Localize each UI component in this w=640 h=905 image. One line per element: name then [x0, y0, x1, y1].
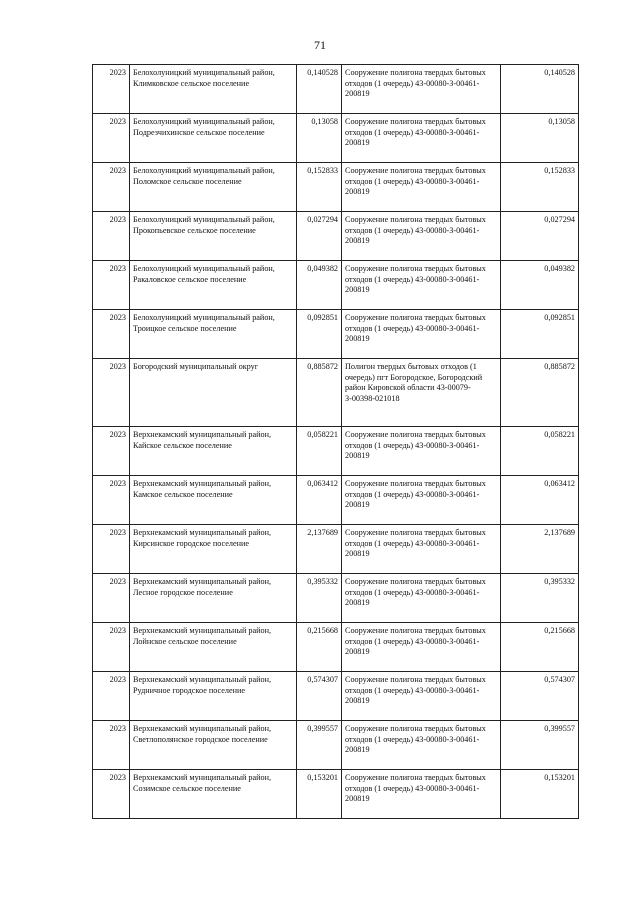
object-cell: Сооружение полигона твердых бытовых отходов (1 очередь) 43-00080-З-00461-200819	[342, 65, 501, 114]
municipality-cell: Верхнекамский муниципальный район, Кайское сельское поселение	[130, 427, 297, 476]
year-cell: 2023	[93, 65, 130, 114]
value2-cell: 0,885872	[501, 359, 579, 427]
value2-cell: 0,027294	[501, 212, 579, 261]
value-cell: 0,152833	[297, 163, 342, 212]
year-cell: 2023	[93, 163, 130, 212]
value2-cell: 0,153201	[501, 770, 579, 819]
value-cell: 0,027294	[297, 212, 342, 261]
value2-cell: 0,399557	[501, 721, 579, 770]
value2-cell: 0,058221	[501, 427, 579, 476]
municipality-cell: Верхнекамский муниципальный район, Созимское сельское поселение	[130, 770, 297, 819]
value-cell: 0,574307	[297, 672, 342, 721]
value2-cell: 0,215668	[501, 623, 579, 672]
table-row	[93, 476, 579, 525]
table-row	[93, 721, 579, 770]
municipality-cell: Белохолуницкий муниципальный район, Ракаловское сельское поселение	[130, 261, 297, 310]
year-cell: 2023	[93, 261, 130, 310]
municipality-cell: Белохолуницкий муниципальный район, Подрезчихинское сельское поселение	[130, 114, 297, 163]
value2-cell: 0,049382	[501, 261, 579, 310]
table-row	[93, 310, 579, 359]
value-cell: 0,885872	[297, 359, 342, 427]
table-row	[93, 261, 579, 310]
object-cell: Сооружение полигона твердых бытовых отходов (1 очередь) 43-00080-З-00461-200819	[342, 163, 501, 212]
object-cell: Сооружение полигона твердых бытовых отходов (1 очередь) 43-00080-З-00461-200819	[342, 721, 501, 770]
year-cell: 2023	[93, 525, 130, 574]
year-cell: 2023	[93, 672, 130, 721]
table-row	[93, 427, 579, 476]
table-row	[93, 65, 579, 114]
value-cell: 0,140528	[297, 65, 342, 114]
object-cell: Сооружение полигона твердых бытовых отходов (1 очередь) 43-00080-З-00461-200819	[342, 427, 501, 476]
table-row	[93, 359, 579, 427]
municipality-cell: Верхнекамский муниципальный район, Светлополянское городское поселение	[130, 721, 297, 770]
year-cell: 2023	[93, 623, 130, 672]
value-cell: 2,137689	[297, 525, 342, 574]
object-cell: Сооружение полигона твердых бытовых отходов (1 очередь) 43-00080-З-00461-200819	[342, 770, 501, 819]
municipality-cell: Верхнекамский муниципальный район, Кирсинское городское поселение	[130, 525, 297, 574]
object-cell: Сооружение полигона твердых бытовых отходов (1 очередь) 43-00080-З-00461-200819	[342, 476, 501, 525]
table-row	[93, 770, 579, 819]
value-cell: 0,215668	[297, 623, 342, 672]
object-cell: Сооружение полигона твердых бытовых отходов (1 очередь) 43-00080-З-00461-200819	[342, 574, 501, 623]
object-cell: Полигон твердых бытовых отходов (1 очередь) пгт Богородское, Богородский район Кировской области 43-00079-З-00398-021018	[342, 359, 501, 427]
object-cell: Сооружение полигона твердых бытовых отходов (1 очередь) 43-00080-З-00461-200819	[342, 310, 501, 359]
value-cell: 0,399557	[297, 721, 342, 770]
table-row	[93, 114, 579, 163]
value2-cell: 0,574307	[501, 672, 579, 721]
table-row	[93, 163, 579, 212]
municipality-cell: Белохолуницкий муниципальный район, Климковское сельское поселение	[130, 65, 297, 114]
municipality-cell: Белохолуницкий муниципальный район, Поломское сельское поселение	[130, 163, 297, 212]
value2-cell: 0,395332	[501, 574, 579, 623]
table-row	[93, 212, 579, 261]
object-cell: Сооружение полигона твердых бытовых отходов (1 очередь) 43-00080-З-00461-200819	[342, 212, 501, 261]
year-cell: 2023	[93, 359, 130, 427]
value-cell: 0,058221	[297, 427, 342, 476]
municipality-cell: Верхнекамский муниципальный район, Рудничное городское поселение	[130, 672, 297, 721]
value-cell: 0,13058	[297, 114, 342, 163]
year-cell: 2023	[93, 721, 130, 770]
year-cell: 2023	[93, 770, 130, 819]
value2-cell: 2,137689	[501, 525, 579, 574]
table-row	[93, 574, 579, 623]
value2-cell: 0,063412	[501, 476, 579, 525]
value2-cell: 0,13058	[501, 114, 579, 163]
year-cell: 2023	[93, 310, 130, 359]
object-cell: Сооружение полигона твердых бытовых отходов (1 очередь) 43-00080-З-00461-200819	[342, 114, 501, 163]
municipality-cell: Верхнекамский муниципальный район, Камское сельское поселение	[130, 476, 297, 525]
value2-cell: 0,152833	[501, 163, 579, 212]
object-cell: Сооружение полигона твердых бытовых отходов (1 очередь) 43-00080-З-00461-200819	[342, 623, 501, 672]
value-cell: 0,092851	[297, 310, 342, 359]
allocation-table	[92, 64, 579, 819]
table-row	[93, 672, 579, 721]
page-number: 71	[314, 38, 326, 52]
table-row	[93, 525, 579, 574]
value-cell: 0,063412	[297, 476, 342, 525]
object-cell: Сооружение полигона твердых бытовых отходов (1 очередь) 43-00080-З-00461-200819	[342, 525, 501, 574]
municipality-cell: Белохолуницкий муниципальный район, Троицкое сельское поселение	[130, 310, 297, 359]
municipality-cell: Белохолуницкий муниципальный район, Прокопьевское сельское поселение	[130, 212, 297, 261]
year-cell: 2023	[93, 114, 130, 163]
municipality-cell: Верхнекамский муниципальный район, Лойнское сельское поселение	[130, 623, 297, 672]
year-cell: 2023	[93, 574, 130, 623]
value2-cell: 0,092851	[501, 310, 579, 359]
municipality-cell: Богородский муниципальный округ	[130, 359, 297, 427]
value2-cell: 0,140528	[501, 65, 579, 114]
municipality-cell: Верхнекамский муниципальный район, Лесное городское поселение	[130, 574, 297, 623]
value-cell: 0,049382	[297, 261, 342, 310]
object-cell: Сооружение полигона твердых бытовых отходов (1 очередь) 43-00080-З-00461-200819	[342, 672, 501, 721]
year-cell: 2023	[93, 476, 130, 525]
value-cell: 0,153201	[297, 770, 342, 819]
value-cell: 0,395332	[297, 574, 342, 623]
object-cell: Сооружение полигона твердых бытовых отходов (1 очередь) 43-00080-З-00461-200819	[342, 261, 501, 310]
year-cell: 2023	[93, 427, 130, 476]
year-cell: 2023	[93, 212, 130, 261]
table-row	[93, 623, 579, 672]
